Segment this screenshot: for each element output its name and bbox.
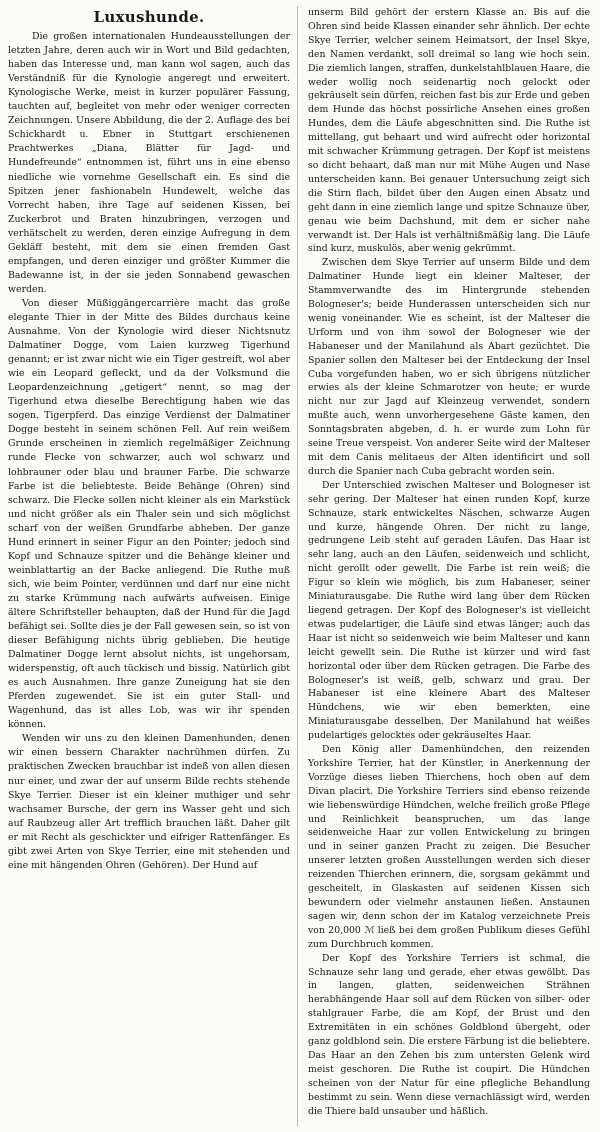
column-divider <box>297 6 298 1126</box>
right-column <box>308 6 590 1119</box>
left-column <box>8 6 290 873</box>
article-title: Luxushunde. <box>93 8 205 26</box>
paragraph: Von dieser Müßiggängercarrière macht das große elegante Thier in der Mitte des Bildes durchaus keine Ausnahme. Von der Kynologie wird dieser Nichtsnutz Dalmatiner Dogge, vom Laien kurzweg Tigerhund genannt; er ist zwar nicht wie ein Tiger gestreift, wol aber wie ein Leopard gefleckt, und da der Volksmund die Leopardenzeichnung „getigert“ nennt, so mag der Tigerhund etwa dieselbe Berechtigung haben wie das sogen. Tigerpferd. Das einzige Verdienst der Dalmatiner Dogge besteht in seinem schönen Fell. Auf rein weißem Grunde erscheinen in ziemlich regelmäßiger Zeichnung runde Flecke von schwarzer, auch wol schwarz und lohbrauner oder blau und brauner Farbe. Die schwarze Farbe ist die beliebteste. Beide Behänge (Ohren) sind schwarz. Die Flecke sollen nicht kleiner als ein Markstück und nicht größer als ein Thaler sein und sich möglichst scharf von der weißen Grundfarbe abheben. Der ganze Hund erinnert in seiner Figur an den Pointer; jedoch sind Kopf und Schnauze spitzer und die Behänge kleiner und weinblattartig an der Backe anliegend. Die Ruthe muß sich, wie beim Pointer, verdünnen und darf nur eine nicht zu starke Krümmung nach aufwärts aufweisen. Einige ältere Schriftsteller behaupten, daß der Hund für die Jagd befähigt sei. Sollte dies je der Fall gewesen sein, so ist von dieser Befähigung nichts übrig geblieben. Die heutige Dalmatiner Dogge lernt absolut nichts, ist ungehorsam, widerspenstig, oft auch tückisch und bissig. Natürlich gibt es auch Ausnahmen. Ihre ganze Zuneigung hat sie den Pferden zugewendet. Sie ist ein guter Stall- und Wagenhund, das ist alles Lob, was wir ihr spenden können. <box>8 297 290 731</box>
paragraph: Der Unterschied zwischen Malteser und Bologneser ist sehr gering. Der Malteser hat einen runden Kopf, kurze Schnauze, stark entwickeltes Näschen, schwarze Augen und kurze, hängende Ohren. Der nicht zu lange, gedrungene Leib steht auf geraden Läufen. Das Haar ist sehr lang, auch an den Läufen, seidenweich und schlicht, nicht gerollt oder gewellt. Die Farbe ist rein weiß; die Figur so klein wie möglich, bis zum Habaneser, seiner Miniaturausgabe. Die Ruthe wird lang über dem Rücken liegend getragen. Der Kopf des Bologneser's ist vielleicht etwas pudelartiger, die Läufe sind etwas länger; auch das Haar ist nicht so seidenweich wie beim Malteser und kann leicht gewellt sein. Die Ruthe ist kürzer und wird fast horizontal oder über dem Rücken getragen. Die Farbe des Bologneser's ist weiß, gelb, schwarz und grau. Der Habaneser ist eine kleinere Abart des Malteser Hündchens, wie wir eben bemerkten, eine Miniaturausgabe desselben. Der Manilahund hat weißes pudelartiges gelocktes oder gekräuseltes Haar. <box>308 479 590 742</box>
paragraph: Den König aller Damenhündchen, den reizenden Yorkshire Terrier, hat der Künstler, in Anerkennung der Vorzüge dieses lieben Thierchens, hoch oben auf dem Divan placirt. Die Yorkshire Terriers sind ebenso reizende wie liebenswürdige Hündchen, welche freilich große Pflege und Reinlichkeit beanspruchen, um das lange seidenweiche Haar zur vollen Entwickelung zu bringen und in seiner ganzen Pracht zu zeigen. Die Besucher unserer letzten großen Ausstellungen werden sich dieser reizenden Thierchen erinnern, die, sorgsam gekämmt und gescheitelt, in Glaskasten auf seidenen Kissen sich bewundern oder vielmehr anstaunen ließen. Anstaunen sagen wir, denn schon der im Katalog verzeichnete Preis von 20,000 ℳ ließ bei dem großen Publikum dieses Gefühl zum Durchbruch kommen. <box>308 744 591 950</box>
paragraph: unserm Bild gehört der erstern Klasse an. Bis auf die Ohren sind beide Klassen einander sehr ähnlich. Der echte Skye Terrier, welcher seinem Heimatsort, der Insel Skye, den Namen verdankt, soll dreimal so lang wie hoch sein. Die ziemlich langen, straffen, dunkelstahlblauen Haare, die weder wollig noch seidenartig noch gelockt oder gekräuselt sein dürfen, reichen fast bis zur Erde und geben dem Hunde das höchst possirliche Ansehen eines großen Hundes, dem die Läufe abgeschnitten sind. Die Ruthe ist mittellang, gut behaart und wird aufrecht oder horizontal mit schwacher Krümmung getragen. Der Kopf ist meistens so dicht behaart, daß man nur mit Mühe Augen und Nase unterscheiden kann. Bei genauer Untersuchung zeigt sich die Stirn flach, bildet über den Augen einen Absatz und geht dann in eine ziemlich lange und spitze Schnauze über, genau wie beim Dachshund, mit dem er sicher nahe verwandt ist. Der Hals ist verhältnißmäßig lang. Die Läufe sind kurz, muskulös, aber wenig gekrümmt. <box>308 7 590 255</box>
paragraph: Der Kopf des Yorkshire Terriers ist schmal, die Schnauze sehr lang und gerade, eher etwas gewölbt. Das in langen, glatten, seidenweichen Strähnen herabhängende Haar soll auf dem Rücken von silber- oder stahlgrauer Farbe, die am Kopf, der Brust und den Extremitäten in ein schönes Goldblond übergeht, oder ganz goldblond sein. Die erstere Färbung ist die beliebtere. Das Haar an den Zehen bis zum untersten Gelenk wird meist geschoren. Die Ruthe ist coupirt. Die Hündchen scheinen von der Natur für eine pflegliche Behandlung bestimmt zu sein. Wenn diese vernachlässigt wird, werden die Thiere bald unsauber und häßlich. <box>308 952 590 1117</box>
paragraph: Zwischen dem Skye Terrier auf unserm Bilde und dem Dalmatiner Hunde liegt ein kleiner Malteser, der Stammverwandte des im Hintergrunde stehenden Bologneser's; beide Hunderassen unterscheiden sich nur wenig voneinander. Wie es scheint, ist der Malteser die Urform und von ihm sowol der Bologneser wie der Habaneser und der Manilahund als Abart gezüchtet. Die Spanier sollen den Malteser bei der Entdeckung der Insel Cuba vorgefunden haben, wo er sich übrigens nützlicher erwies als der kleine Schmarotzer von heute; er wurde nicht nur zur Jagd auf Kleinzeug verwendet, sondern mußte auch, wenn unvorhergesehene Gäste kamen, den Sonntagsbraten abgeben, d. h. er wurde zum Lohn für seine Treue verspeist. Von anderer Seite wird der Malteser mit dem Canis melitaeus der Alten identificirt und soll durch die Spanier nach Cuba gebracht worden sein. <box>308 257 590 477</box>
paragraph: Die großen internationalen Hundeausstellungen der letzten Jahre, deren auch wir in Wort und Bild gedachten, haben das Interesse und, man kann wol sagen, auch das Verständniß für die Kynologie angeregt und erweitert. Kynologische Werke, meist in kurzer populärer Fassung, tauchten auf, begleitet von mehr oder weniger correcten Zeichnungen. Unsere Abbildung, die der 2. Auflage des bei Schickhardt u. Ebner in Stuttgart erschienenen Prachtwerkes „Diana, Blätter für Jagd- und Hundefreunde“ entnommen ist, führt uns in eine ebenso niedliche wie vornehme Gesellschaft ein. Es sind die Spitzen jener fashionabeln Hundewelt, welche das Vorrecht haben, ihre Tage auf seidenen Kissen, bei Zuckerbrot und Braten hinzubringen, verzogen und verhätschelt zu werden, deren einzige Aufregung in dem Gekläff besteht, mit dem sie einen fremden Gast empfangen, und deren einziger und größter Kummer die Badewanne ist, in der sie jeden Sonnabend gewaschen werden. <box>8 31 290 295</box>
paragraph: Wenden wir uns zu den kleinen Damenhunden, denen wir einen bessern Charakter nachrühmen dürfen. Zu praktischen Zwecken brauchbar ist indeß von allen diesen nur einer, und zwar der auf unserm Bilde rechts stehende Skye Terrier. Dieser ist ein kleiner muthiger und sehr wachsamer Bursche, der gern ins Wasser geht und sich auf Raubzeug aller Art trefflich brauchen läßt. Daher gilt er mit Recht als geschickter und eifriger Rattenfänger. Es gibt zwei Arten von Skye Terrier, eine mit stehenden und eine mit hängenden Ohren (Gehören). Der Hund auf <box>8 733 290 871</box>
